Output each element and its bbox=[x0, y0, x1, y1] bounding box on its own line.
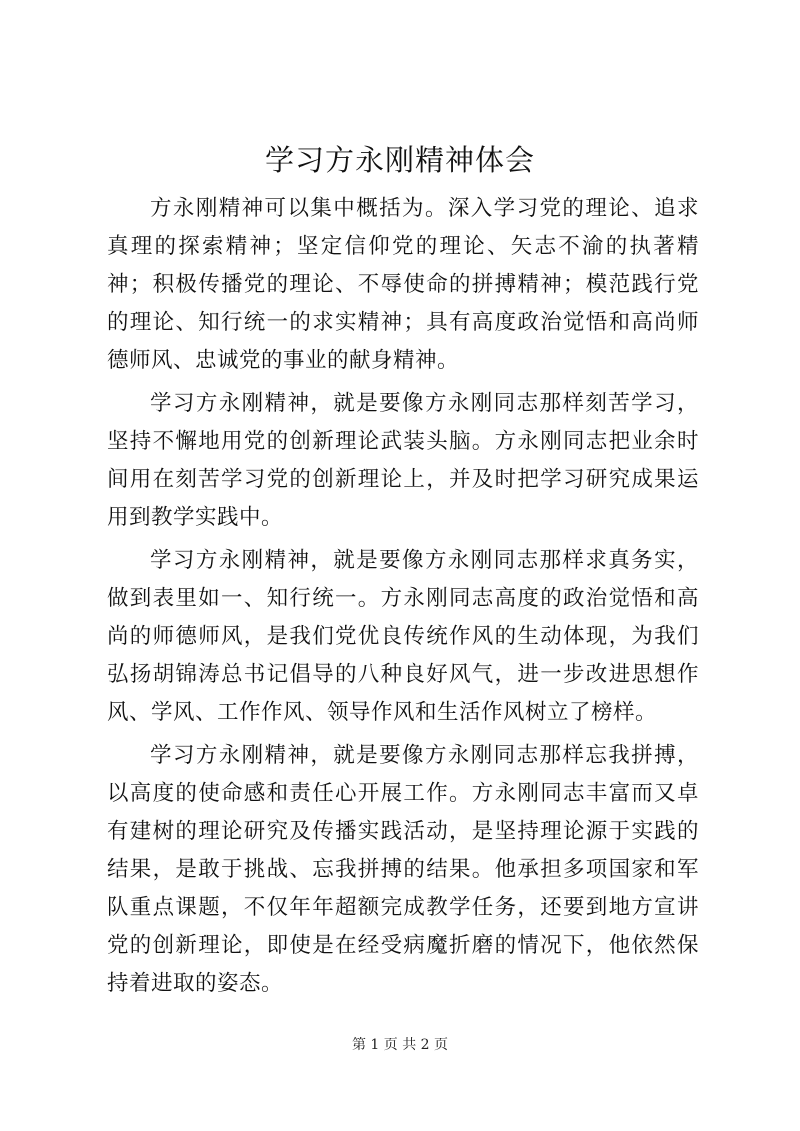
page-number-footer: 第 1 页 共 2 页 bbox=[351, 1037, 449, 1053]
paragraph-3: 学习方永刚精神，就是要像方永刚同志那样求真务实，做到表里如一、知行统一。方永刚同志高度的政治觉悟和高尚的师德师风，是我们党优良传统作风的生动体现，为我们弘扬胡锦涛总书记倡导的八种良好风气，进一步改进思想作风、学风、工作作风、领导作风和生活作风树立了榜样。 bbox=[107, 548, 699, 725]
paragraph-4: 学习方永刚精神，就是要像方永刚同志那样忘我拼搏，以高度的使命感和责任心开展工作。方永刚同志丰富而又卓有建树的理论研究及传播实践活动，是坚持理论源于实践的结果，是敢于挑战、忘我拼搏的结果。他承担多项国家和军队重点课题，不仅年年超额完成教学任务，还要到地方宣讲党的创新理论，即使是在经受病魔折磨的情况下，他依然保持着进取的姿态。 bbox=[107, 743, 699, 996]
paragraph-1: 方永刚精神可以集中概括为。深入学习党的理论、追求真理的探索精神；坚定信仰党的理论、矢志不渝的执著精神；积极传播党的理论、不辱使命的拼搏精神；模范践行党的理论、知行统一的求实精神；具有高度政治觉悟和高尚师德师风、忠诚党的事业的献身精神。 bbox=[107, 196, 699, 373]
paragraph-2: 学习方永刚精神，就是要像方永刚同志那样刻苦学习，坚持不懈地用党的创新理论武装头脑。方永刚同志把业余时间用在刻苦学习党的创新理论上，并及时把学习研究成果运用到教学实践中。 bbox=[107, 391, 699, 530]
document-title: 学习方永刚精神体会 bbox=[264, 143, 535, 177]
document-body bbox=[107, 190, 699, 1008]
